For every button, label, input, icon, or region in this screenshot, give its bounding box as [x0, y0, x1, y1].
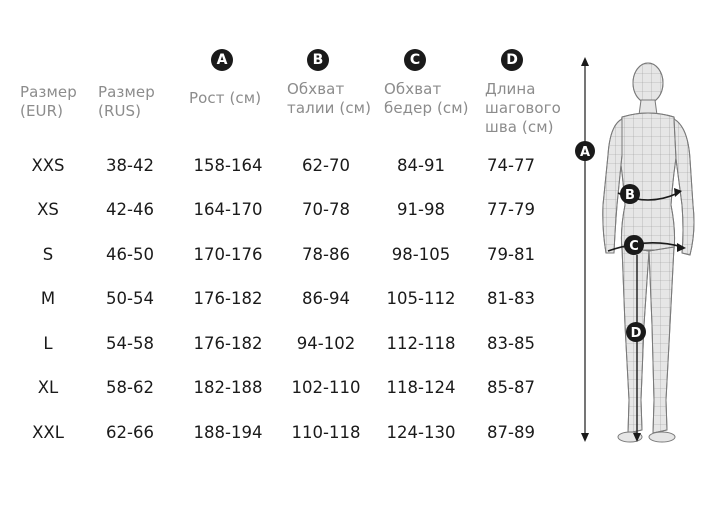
cell-inseam: 85-87	[487, 378, 535, 397]
cell-inseam: 79-81	[487, 245, 535, 264]
badge-c: C	[404, 49, 426, 71]
cell-hips: 91-98	[397, 200, 445, 219]
cell-waist: 70-78	[302, 200, 350, 219]
cell-eur: XXS	[31, 156, 65, 175]
cell-inseam: 83-85	[487, 334, 535, 353]
cell-inseam: 81-83	[487, 289, 535, 308]
cell-height: 176-182	[193, 334, 263, 353]
badge-d: D	[501, 49, 523, 71]
cell-eur: XL	[37, 378, 59, 397]
mannequin-body	[603, 63, 694, 442]
cell-height: 188-194	[193, 423, 263, 442]
cell-rus: 38-42	[106, 156, 154, 175]
cell-hips: 105-112	[386, 289, 456, 308]
cell-rus: 54-58	[106, 334, 154, 353]
cell-inseam: 74-77	[487, 156, 535, 175]
figure-badge-a	[575, 141, 595, 161]
cell-eur: S	[42, 245, 54, 264]
badge-a: A	[211, 49, 233, 71]
cell-hips: 98-105	[391, 245, 451, 264]
cell-waist: 110-118	[291, 423, 361, 442]
header-inseam: Длина шагового шва (см)	[485, 80, 561, 136]
cell-waist: 78-86	[302, 245, 350, 264]
cell-hips: 84-91	[397, 156, 445, 175]
cell-inseam: 87-89	[487, 423, 535, 442]
figure-badge-d	[626, 322, 646, 342]
cell-eur: XXL	[32, 423, 64, 442]
header-size-rus: Размер (RUS)	[98, 83, 155, 120]
cell-height: 158-164	[193, 156, 263, 175]
mannequin-figure	[570, 55, 700, 450]
svg-text:D: D	[630, 326, 642, 341]
header-waist: Обхват талии (см)	[287, 80, 372, 117]
svg-text:C: C	[629, 239, 639, 254]
cell-height: 170-176	[193, 245, 263, 264]
figure-badge-b	[620, 184, 640, 204]
badge-b: B	[307, 49, 329, 71]
cell-eur: L	[43, 334, 53, 353]
cell-hips: 124-130	[386, 423, 456, 442]
cell-inseam: 77-79	[487, 200, 535, 219]
svg-text:A: A	[579, 145, 591, 160]
header-size-eur: Размер (EUR)	[20, 83, 77, 120]
cell-height: 164-170	[193, 200, 263, 219]
cell-eur: XS	[37, 200, 59, 219]
svg-text:B: B	[625, 188, 635, 203]
cell-rus: 46-50	[106, 245, 154, 264]
cell-height: 182-188	[193, 378, 263, 397]
cell-waist: 102-110	[291, 378, 361, 397]
cell-rus: 62-66	[106, 423, 154, 442]
cell-rus: 58-62	[106, 378, 154, 397]
cell-height: 176-182	[193, 289, 263, 308]
figure-badge-c	[624, 235, 644, 255]
cell-eur: M	[40, 289, 56, 308]
cell-waist: 62-70	[302, 156, 350, 175]
header-height: Рост (см)	[189, 89, 262, 107]
height-arrow	[581, 57, 589, 442]
header-hips: Обхват бедер (см)	[384, 80, 469, 117]
cell-rus: 50-54	[106, 289, 154, 308]
cell-waist: 86-94	[302, 289, 350, 308]
cell-rus: 42-46	[106, 200, 154, 219]
cell-hips: 112-118	[386, 334, 456, 353]
cell-hips: 118-124	[386, 378, 456, 397]
cell-waist: 94-102	[296, 334, 356, 353]
